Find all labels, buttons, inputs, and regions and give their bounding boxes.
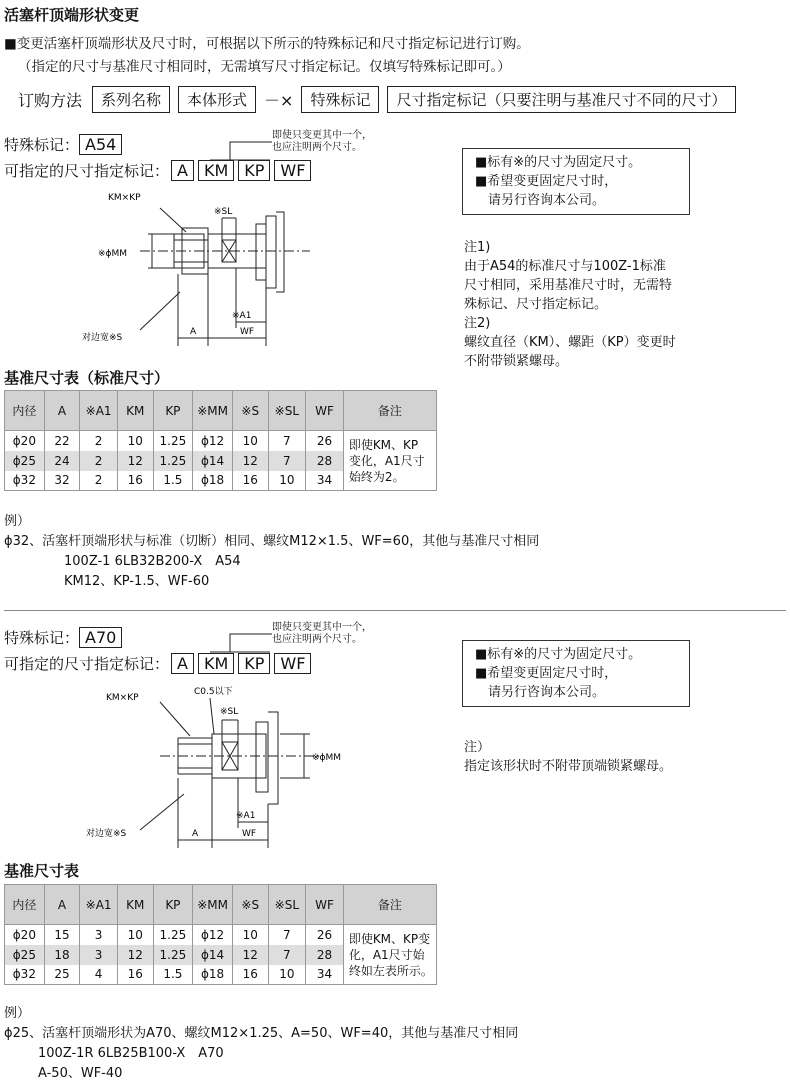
th-sl: ※SL xyxy=(268,391,306,431)
cell: 12 xyxy=(117,945,153,965)
th-mm: ※MM xyxy=(193,391,233,431)
note-line: 注2) xyxy=(464,316,491,331)
note-line: 指定该形状时不附带顶端锁紧螺母。 xyxy=(464,759,673,774)
label-sl: ※SL xyxy=(214,207,233,217)
special-marker-a54 xyxy=(4,134,126,155)
dimension-markers-2 xyxy=(4,653,315,674)
example-line: ϕ25、活塞杆顶端形状为A70、螺纹M12×1.25、A=50、WF=40，其他与基准尺寸相同 xyxy=(4,1026,519,1041)
cell: ϕ12 xyxy=(193,925,233,945)
bubble-line-1: 即使只变更其中一个， xyxy=(272,622,372,633)
cell: 15 xyxy=(44,925,80,945)
fixed-dimension-infobox-2 xyxy=(462,640,690,707)
info-line: 请另行咨询本公司。 xyxy=(488,685,606,700)
th-remark: 备注 xyxy=(343,885,436,925)
th-a1: ※A1 xyxy=(80,885,118,925)
note-line: 由于A54的标准尺寸与100Z-1标准 xyxy=(464,259,666,274)
example-dims: A-50、WF-40 xyxy=(38,1066,123,1081)
label-c05: C0.5以下 xyxy=(194,687,233,697)
label-a: A xyxy=(192,829,199,839)
dim-wf: WF xyxy=(274,653,311,674)
order-method-label: 订购方法 xyxy=(18,91,83,110)
cell: ϕ20 xyxy=(5,925,45,945)
example-line: ϕ32、活塞杆顶端形状与标准（切断）相同、螺纹M12×1.5、WF=60，其他与基准尺寸相同 xyxy=(4,534,540,549)
cell: 7 xyxy=(268,945,306,965)
th-kp: KP xyxy=(153,885,193,925)
cell: 1.25 xyxy=(153,945,193,965)
cell: 16 xyxy=(117,965,153,985)
order-box-special: 特殊标记 xyxy=(301,86,379,113)
cell: 24 xyxy=(44,451,80,471)
th-wf: WF xyxy=(306,391,344,431)
remark-line: 化，A1尺寸始 xyxy=(348,947,425,962)
th-s: ※S xyxy=(232,885,268,925)
cell: ϕ32 xyxy=(5,965,45,985)
cell: 28 xyxy=(306,451,344,471)
remark-line: 终如左表所示。 xyxy=(348,963,433,978)
cell: 1.25 xyxy=(153,431,193,451)
order-box-dimension: 尺寸指定标记（只要注明与基准尺寸不同的尺寸） xyxy=(387,86,735,113)
note-line: 尺寸相同，采用基准尺寸时，无需特 xyxy=(464,278,673,293)
label-s: 对边宽※S xyxy=(86,829,127,839)
note-line: 殊标记、尺寸指定标记。 xyxy=(464,297,608,312)
dim-wf: WF xyxy=(274,160,311,181)
th-mm: ※MM xyxy=(193,885,233,925)
cell: 4 xyxy=(80,965,118,985)
cell: 1.25 xyxy=(153,451,193,471)
example-1 xyxy=(4,512,539,592)
note-line: 不附带锁紧螺母。 xyxy=(464,354,569,369)
th-a: A xyxy=(44,885,80,925)
order-box-body: 本体形式 xyxy=(178,86,256,113)
label-km-kp: KM×KP xyxy=(108,193,141,203)
th-a: A xyxy=(44,391,80,431)
cell: 7 xyxy=(268,431,306,451)
label-a1: ※A1 xyxy=(232,311,252,321)
cell: 34 xyxy=(306,471,344,491)
dim-km: KM xyxy=(198,160,234,181)
note-line: 注） xyxy=(464,740,491,755)
cell: 26 xyxy=(306,431,344,451)
th-kp: KP xyxy=(153,391,193,431)
remark-line: 变化，A1尺寸 xyxy=(348,453,425,468)
remark-cell xyxy=(343,925,436,985)
cell: 12 xyxy=(232,945,268,965)
th-a1: ※A1 xyxy=(80,391,118,431)
intro-line-1: ■变更活塞杆顶端形状及尺寸时，可根据以下所示的特殊标记和尺寸指定标记进行订购。 xyxy=(4,36,530,52)
th-remark: 备注 xyxy=(343,391,436,431)
cell: 10 xyxy=(117,431,153,451)
remark-line: 始终为2。 xyxy=(348,469,405,484)
cell: 7 xyxy=(268,451,306,471)
order-operator: －× xyxy=(264,91,294,110)
order-method-row xyxy=(18,86,736,113)
bubble-line-2: 也应注明两个尺寸。 xyxy=(272,634,362,645)
th-bore: 内径 xyxy=(5,391,45,431)
dim-label: 可指定的尺寸指定标记： xyxy=(4,162,170,180)
cell: ϕ14 xyxy=(193,945,233,965)
dim-label: 可指定的尺寸指定标记： xyxy=(4,655,170,673)
special-code: A54 xyxy=(79,134,122,155)
th-wf: WF xyxy=(306,885,344,925)
info-line: ■希望变更固定尺寸时， xyxy=(475,174,618,189)
bubble-line-2: 也应注明两个尺寸。 xyxy=(272,142,362,153)
cell: 25 xyxy=(44,965,80,985)
table-row xyxy=(5,431,437,451)
rod-end-drawing-a70 xyxy=(80,684,370,852)
page-title: 活塞杆顶端形状变更 xyxy=(4,6,140,24)
cell: 10 xyxy=(117,925,153,945)
cell: 12 xyxy=(117,451,153,471)
bubble-note xyxy=(272,130,372,154)
cell: 10 xyxy=(232,431,268,451)
bubble-line-1: 即使只变更其中一个， xyxy=(272,130,372,141)
cell: 7 xyxy=(268,925,306,945)
dimension-markers-1 xyxy=(4,160,315,181)
rod-end-drawing-a54 xyxy=(80,188,310,353)
label-wf: WF xyxy=(240,327,255,337)
cell: 22 xyxy=(44,431,80,451)
example-heading: 例） xyxy=(4,514,31,529)
remark-cell xyxy=(343,431,436,491)
dim-kp: KP xyxy=(238,160,270,181)
cell: ϕ25 xyxy=(5,451,45,471)
cell: 16 xyxy=(232,471,268,491)
cell: 3 xyxy=(80,945,118,965)
table-title-2: 基准尺寸表 xyxy=(4,862,80,880)
dim-km: KM xyxy=(198,653,234,674)
special-label: 特殊标记： xyxy=(4,136,80,154)
th-km: KM xyxy=(117,391,153,431)
cell: 34 xyxy=(306,965,344,985)
special-label: 特殊标记： xyxy=(4,629,80,647)
cell: ϕ14 xyxy=(193,451,233,471)
cell: 1.25 xyxy=(153,925,193,945)
cell: 2 xyxy=(80,471,118,491)
cell: 2 xyxy=(80,431,118,451)
cell: 10 xyxy=(232,925,268,945)
cell: 18 xyxy=(44,945,80,965)
notes-2 xyxy=(464,738,672,776)
info-line: ■标有※的尺寸为固定尺寸。 xyxy=(475,155,642,170)
section-divider xyxy=(4,610,786,611)
cell: 1.5 xyxy=(153,965,193,985)
remark-line: 即使KM、KP xyxy=(348,437,419,452)
order-box-series: 系列名称 xyxy=(92,86,170,113)
example-dims: KM12、KP-1.5、WF-60 xyxy=(64,574,210,589)
label-sl: ※SL xyxy=(220,707,239,717)
table-row xyxy=(5,925,437,945)
info-line: 请另行咨询本公司。 xyxy=(488,193,606,208)
standard-dimension-table-1 xyxy=(4,390,437,491)
special-code: A70 xyxy=(79,627,122,648)
cell: 10 xyxy=(268,965,306,985)
example-model: 100Z-1R 6LB25B100-X A70 xyxy=(38,1046,224,1061)
fixed-dimension-infobox-1 xyxy=(462,148,690,215)
info-line: ■希望变更固定尺寸时， xyxy=(475,666,618,681)
note-line: 注1) xyxy=(464,240,491,255)
special-marker-a70 xyxy=(4,627,126,648)
cell: ϕ32 xyxy=(5,471,45,491)
notes-1 xyxy=(464,238,676,371)
cell: 12 xyxy=(232,451,268,471)
cell: ϕ12 xyxy=(193,431,233,451)
example-2 xyxy=(4,1004,518,1084)
bubble-note xyxy=(272,622,372,646)
cell: 1.5 xyxy=(153,471,193,491)
th-sl: ※SL xyxy=(268,885,306,925)
label-wf: WF xyxy=(242,829,257,839)
standard-dimension-table-2 xyxy=(4,884,437,985)
example-heading: 例） xyxy=(4,1006,31,1021)
label-km-kp: KM×KP xyxy=(106,693,139,703)
cell: 16 xyxy=(117,471,153,491)
table-title-1: 基准尺寸表（标准尺寸） xyxy=(4,369,170,387)
cell: 26 xyxy=(306,925,344,945)
cell: 32 xyxy=(44,471,80,491)
cell: ϕ18 xyxy=(193,471,233,491)
label-s: 对边宽※S xyxy=(82,333,123,343)
cell: 16 xyxy=(232,965,268,985)
intro-line-2: （指定的尺寸与基准尺寸相同时，无需填写尺寸指定标记。仅填写特殊标记即可。） xyxy=(18,59,511,75)
dim-a: A xyxy=(171,653,194,674)
cell: ϕ20 xyxy=(5,431,45,451)
th-s: ※S xyxy=(232,391,268,431)
th-bore: 内径 xyxy=(5,885,45,925)
example-model: 100Z-1 6LB32B200-X A54 xyxy=(64,554,241,569)
cell: ϕ25 xyxy=(5,945,45,965)
cell: 2 xyxy=(80,451,118,471)
label-mm: ※ϕMM xyxy=(312,753,342,763)
flange-shape xyxy=(266,216,276,288)
label-a: A xyxy=(190,327,197,337)
cell: ϕ18 xyxy=(193,965,233,985)
cell: 10 xyxy=(268,471,306,491)
label-mm: ※ϕMM xyxy=(98,249,128,259)
note-line: 螺纹直径（KM）、螺距（KP）变更时 xyxy=(464,335,676,350)
cell: 28 xyxy=(306,945,344,965)
remark-line: 即使KM、KP变 xyxy=(348,931,431,946)
dim-kp: KP xyxy=(238,653,270,674)
label-a1: ※A1 xyxy=(236,811,256,821)
cell: 3 xyxy=(80,925,118,945)
dim-a: A xyxy=(171,160,194,181)
info-line: ■标有※的尺寸为固定尺寸。 xyxy=(475,647,642,662)
th-km: KM xyxy=(117,885,153,925)
